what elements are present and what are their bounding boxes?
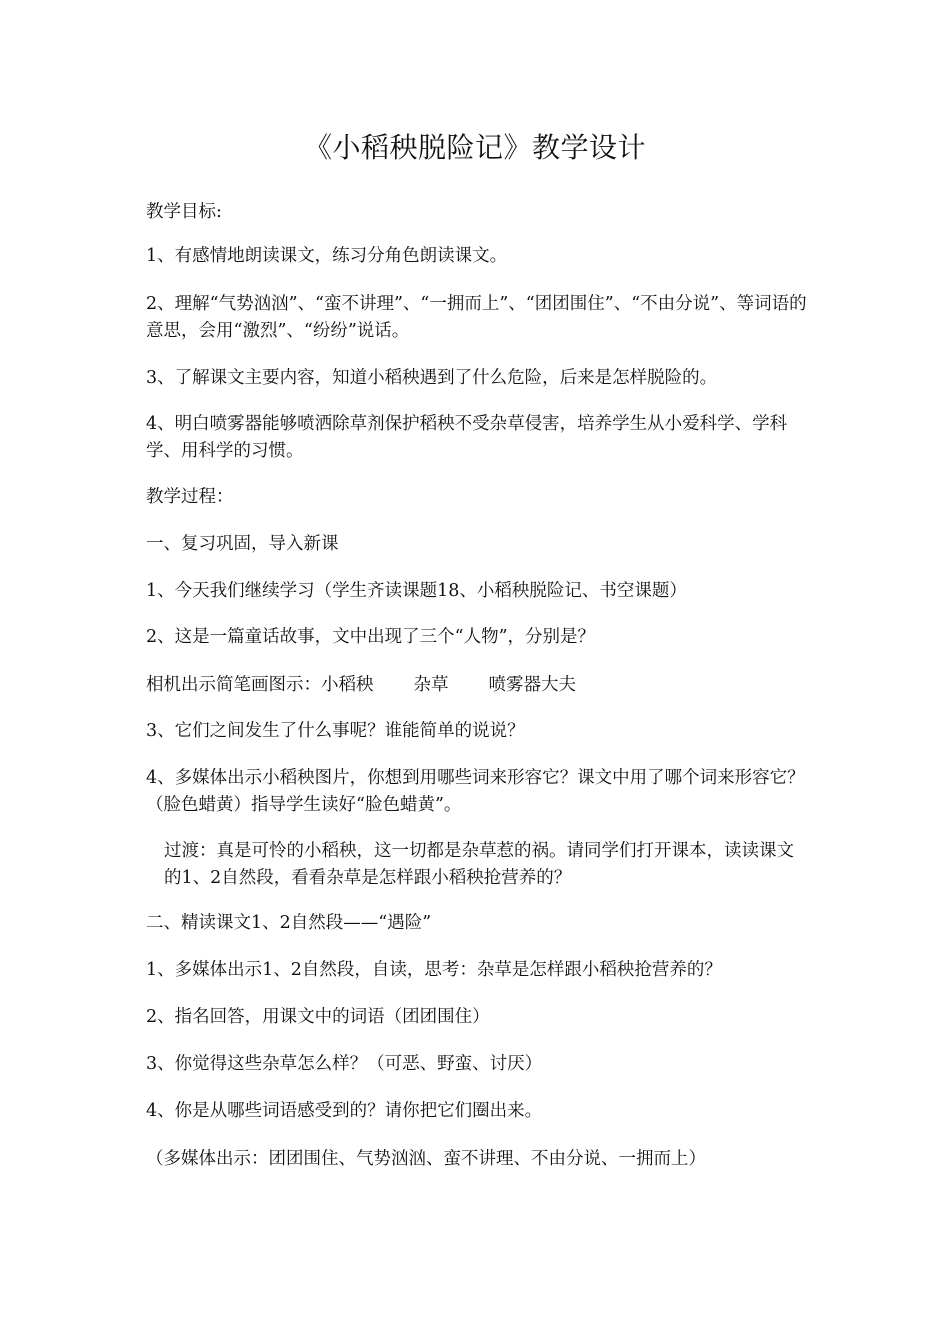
objective-item-2: 2、理解“气势汹汹”、“蛮不讲理”、“一拥而上”、“团团围住”、“不由分说”、等词语的意思，会用“激烈”、“纷纷”说话。	[146, 294, 807, 341]
section2-item-4: 4、你是从哪些词语感受到的？请你把它们圈出来。	[146, 1101, 543, 1121]
section1-item-1: 1、今天我们继续学习（学生齐读课题18、小稻秧脱险记、书空课题）	[146, 581, 687, 601]
characters-line	[146, 672, 810, 699]
document-title: 《小稻秧脱险记》教学设计	[303, 131, 646, 164]
section2-item-2: 2、指名回答，用课文中的词语（团团围住）	[146, 1007, 490, 1027]
section1-item-3: 3、它们之间发生了什么事呢？谁能简单的说说？	[146, 721, 525, 741]
character-1: 小稻秧	[321, 675, 374, 695]
section2-heading: 二、精读课文1、2自然段——“遇险”	[146, 913, 432, 933]
character-2: 杂草	[413, 675, 449, 695]
section1-item-4: 4、多媒体出示小稻秧图片，你想到用哪些词来形容它？课文中用了哪个词来形容它？（脸色蜡黄）指导学生读好“脸色蜡黄”。	[146, 768, 805, 815]
character-3: 喷雾器大夫	[488, 675, 576, 695]
section2-item-1: 1、多媒体出示1、2自然段，自读，思考：杂草是怎样跟小稻秧抢营养的？	[146, 960, 722, 980]
section1-heading: 一、复习巩固，导入新课	[146, 534, 339, 554]
section2-item-5: （多媒体出示：团团围住、气势汹汹、蛮不讲理、不由分说、一拥而上）	[146, 1149, 706, 1169]
transition-paragraph: 过渡：真是可怜的小稻秧，这一切都是杂草惹的祸。请同学们打开课本，读读课文的1、2自然段，看看杂草是怎样跟小稻秧抢营养的？	[164, 841, 794, 888]
section1-item-2: 2、这是一篇童话故事，文中出现了三个“人物”，分别是？	[146, 627, 596, 647]
objectives-heading: 教学目标:	[146, 202, 222, 222]
section2-item-3: 3、你觉得这些杂草怎么样？（可恶、野蛮、讨厌）	[146, 1054, 543, 1074]
process-heading: 教学过程：	[146, 487, 234, 507]
objective-item-1: 1、有感情地朗读课文，练习分角色朗读课文。	[146, 246, 508, 266]
objective-item-3: 3、了解课文主要内容，知道小稻秧遇到了什么危险，后来是怎样脱险的。	[146, 368, 718, 388]
characters-prefix: 相机出示简笔画图示：	[146, 675, 321, 695]
objective-item-4: 4、明白喷雾器能够喷洒除草剂保护稻秧不受杂草侵害，培养学生从小爱科学、学科学、用科学的习惯。	[146, 414, 788, 461]
